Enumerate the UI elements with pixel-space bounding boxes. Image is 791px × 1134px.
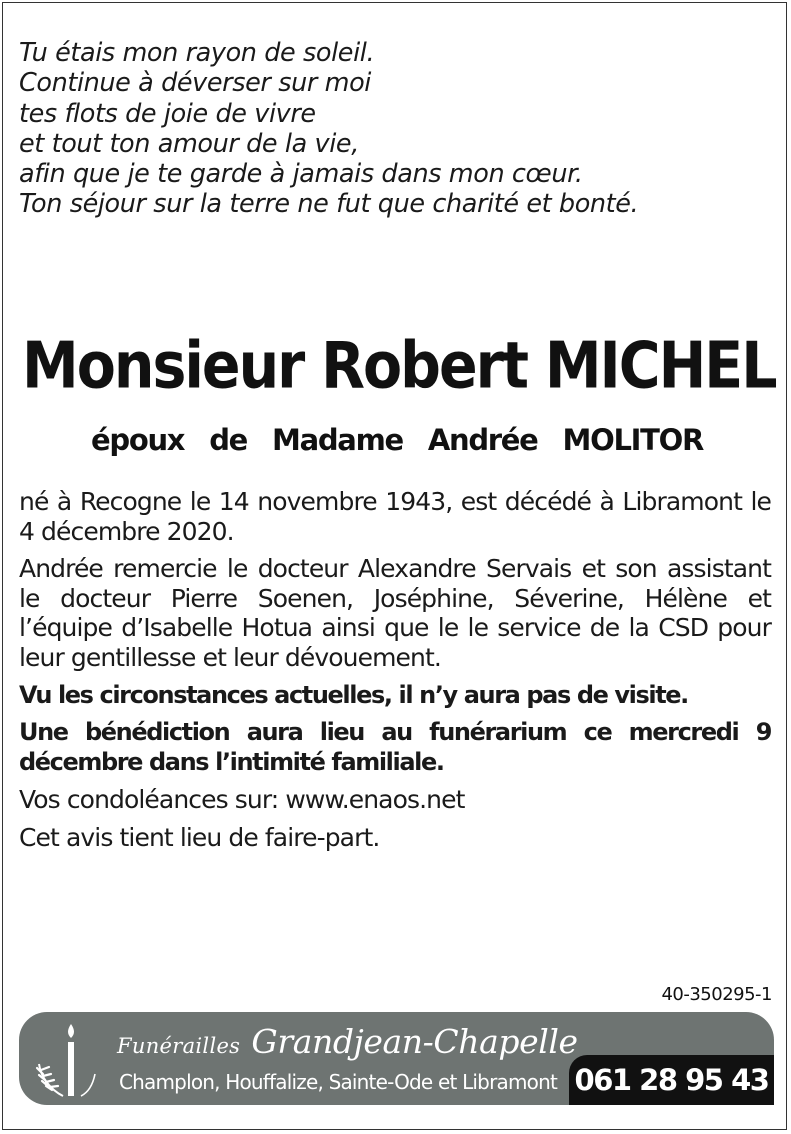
poem-line: et tout ton amour de la vie, [19, 128, 359, 159]
reference-number: 40-350295-1 [661, 984, 772, 1005]
poem-line: Tu étais mon rayon de soleil. [19, 38, 375, 68]
deceased-name: Monsieur Robert MICHEL [22, 329, 776, 403]
poem-line: tes flots de joie de vivre [19, 98, 316, 129]
phone-number: 061 28 95 43 [569, 1055, 774, 1105]
no-visit-text: Vu les circonstances actuelles, il n’y aura pas de visite. [19, 680, 688, 709]
thanks-text: Andrée remercie le docteur Alexandre Servais et son assistant le docteur Pierre Soenen, Joséphine, Séverine, Hélène et l’équipe d’Isabelle Hotua ainsi que le le service de la CSD pour leur gentillesse et leur dévouement. [19, 554, 771, 672]
banner-locations: Champlon, Houffalize, Sainte-Ode et Libramont [119, 1070, 557, 1094]
banner-prefix: Funérailles [117, 1034, 241, 1058]
notice-body [19, 487, 771, 861]
poem-line: Ton séjour sur la terre ne fut que charité et bonté. [19, 189, 639, 220]
notice-text: Cet avis tient lieu de faire-part. [19, 822, 380, 852]
banner-brand: Grandjean-Chapelle [251, 1022, 578, 1061]
poem-line: afin que je te garde à jamais dans mon cœur. [19, 159, 583, 190]
poem [19, 38, 779, 220]
poem-line: Continue à déverser sur moi [19, 68, 371, 99]
birth-death-text: né à Recogne le 14 novembre 1943, est décédé à Libramont le 4 décembre 2020. [19, 487, 771, 546]
candle-wheat-icon [33, 1020, 105, 1100]
spouse-line: époux de Madame Andrée MOLITOR [91, 423, 703, 457]
banner-title [117, 1022, 578, 1061]
condolences-text[interactable]: Vos condoléances sur: www.enaos.net [19, 785, 465, 815]
blessing-text: Une bénédiction aura lieu au funérarium ce mercredi 9 décembre dans l’intimité familiale. [19, 718, 771, 776]
